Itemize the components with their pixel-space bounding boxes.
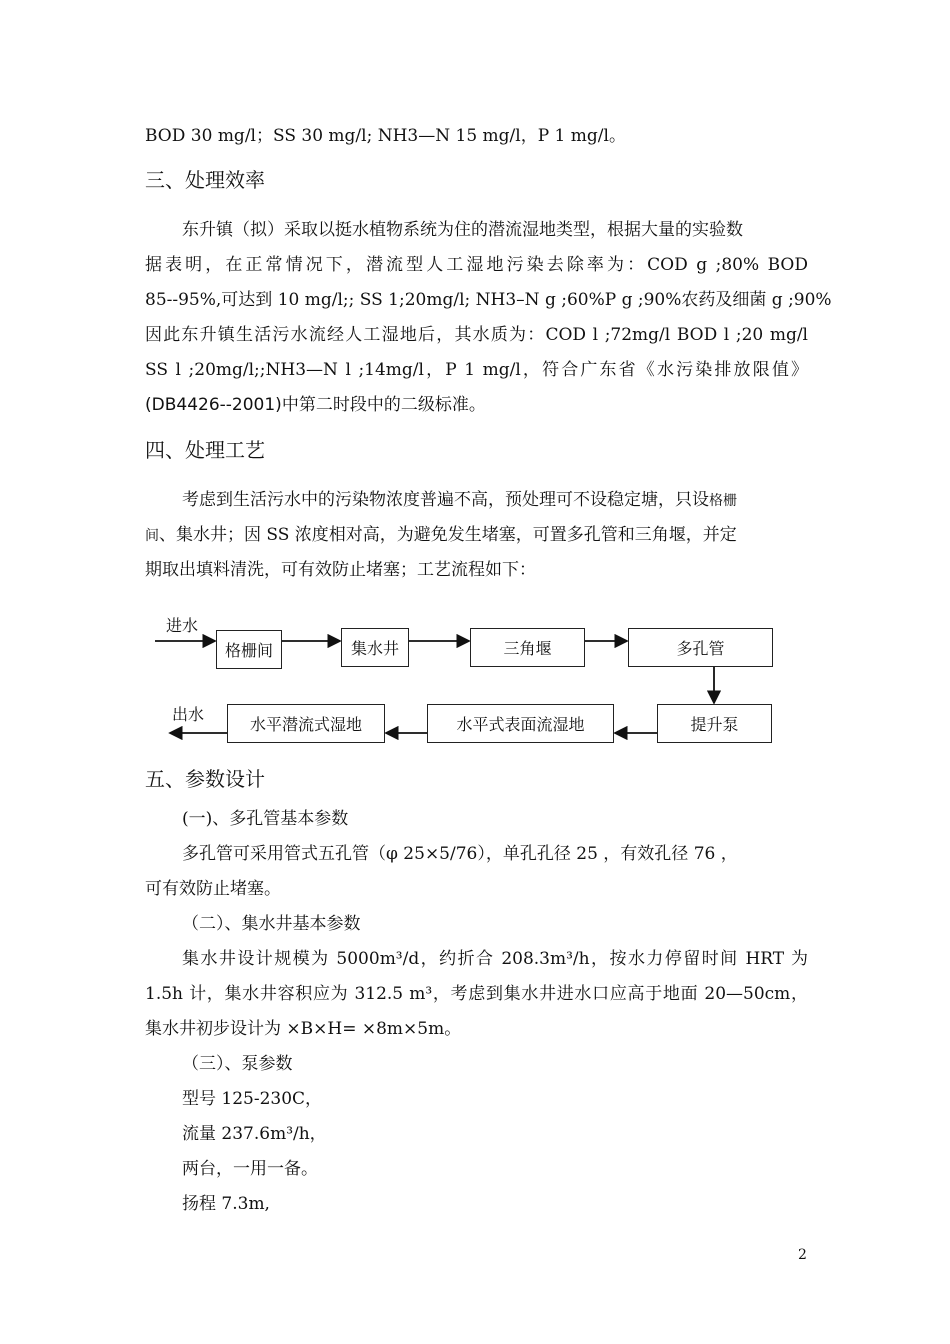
effluent-standard-line: BOD 30 mg/l；SS 30 mg/l; NH3—N 15 mg/l，P 1 mg/l。 bbox=[145, 126, 626, 146]
paragraph-process-line-1 bbox=[182, 488, 737, 513]
subheading-perforated-pipe: (一)、多孔管基本参数 bbox=[182, 809, 349, 829]
process-line-1-main: 考虑到生活污水中的污染物浓度普遍不高，预处理可不设稳定塘，只设 bbox=[182, 490, 709, 510]
section-heading-parameters: 五、参数设计 bbox=[145, 767, 265, 791]
pump-count: 两台，一用一备。 bbox=[182, 1159, 318, 1179]
collection-well-line-2: 1.5h 计，集水井容积应为 312.5 m³，考虑到集水井进水口应高于地面 20—50cm， bbox=[145, 984, 808, 1004]
paragraph-process-line-3: 期取出填料清洗，可有效防止堵塞；工艺流程如下： bbox=[145, 560, 536, 580]
flow-box-pump: 提升泵 bbox=[657, 704, 772, 743]
section-heading-efficiency: 三、处理效率 bbox=[145, 168, 265, 192]
collection-well-line-3: 集水井初步设计为 ×B×H= ×8m×5m。 bbox=[145, 1019, 462, 1039]
paragraph-efficiency-line-3: 85--95%,可达到 10 mg/l;; SS 1;20mg/l; NH3–N g ;60%P g ;90%农药及细菌 g ;90% bbox=[145, 290, 832, 310]
flow-box-weir: 三角堰 bbox=[470, 628, 585, 667]
flow-box-screen: 格栅间 bbox=[216, 630, 282, 669]
paragraph-process-line-2 bbox=[145, 523, 737, 548]
section-heading-process: 四、处理工艺 bbox=[145, 438, 265, 462]
paragraph-efficiency-line-1: 东升镇（拟）采取以挺水植物系统为住的潜流湿地类型，根据大量的实验数 bbox=[182, 220, 743, 240]
flow-inlet-label: 进水 bbox=[166, 616, 199, 635]
flow-box-subsurface-wetland: 水平潜流式湿地 bbox=[227, 704, 385, 743]
paragraph-efficiency-line-6 bbox=[145, 393, 486, 417]
flow-box-surface-wetland: 水平式表面流湿地 bbox=[427, 704, 614, 743]
standard-code: (DB4426--2001) bbox=[145, 395, 282, 415]
pump-model: 型号 125-230C， bbox=[182, 1089, 323, 1109]
collection-well-line-1: 集水井设计规模为 5000m³/d，约折合 208.3m³/h，按水力停留时间 HRT 为 bbox=[182, 949, 808, 969]
paragraph-efficiency-line-5: SS l ;20mg/l;;NH3—N l ;14mg/l，P 1 mg/l，符合广东省《水污染排放限值》 bbox=[145, 360, 808, 380]
paragraph-efficiency-line-4: 因此东升镇生活污水流经人工湿地后，其水质为：COD l ;72mg/l BOD l ;20 mg/l bbox=[145, 325, 808, 345]
paragraph-efficiency-line-2: 据表明，在正常情况下，潜流型人工湿地污染去除率为：COD g ;80% BOD bbox=[145, 255, 808, 275]
perforated-pipe-line-2: 可有效防止堵塞。 bbox=[145, 879, 281, 899]
subheading-collection-well: （二）、集水井基本参数 bbox=[182, 914, 361, 934]
process-line-2-small: 间 bbox=[145, 528, 159, 544]
pump-flow: 流量 237.6m³/h， bbox=[182, 1124, 327, 1144]
flow-box-pipe: 多孔管 bbox=[628, 628, 773, 667]
subheading-pump: （三）、泵参数 bbox=[182, 1054, 293, 1074]
flow-outlet-label: 出水 bbox=[172, 705, 205, 724]
process-line-1-small: 格栅 bbox=[709, 493, 737, 509]
perforated-pipe-line-1: 多孔管可采用管式五孔管（φ 25×5/76），单孔孔径 25 ，有效孔径 76 ， bbox=[182, 844, 738, 864]
page-number: 2 bbox=[798, 1247, 807, 1263]
standard-suffix: 中第二时段中的二级标准。 bbox=[281, 395, 486, 415]
pump-head: 扬程 7.3m, bbox=[182, 1194, 270, 1214]
flow-box-well: 集水井 bbox=[341, 628, 409, 667]
process-line-2-rest: 、集水井；因 SS 浓度相对高，为避免发生堵塞，可置多孔管和三角堰，并定 bbox=[159, 525, 737, 545]
